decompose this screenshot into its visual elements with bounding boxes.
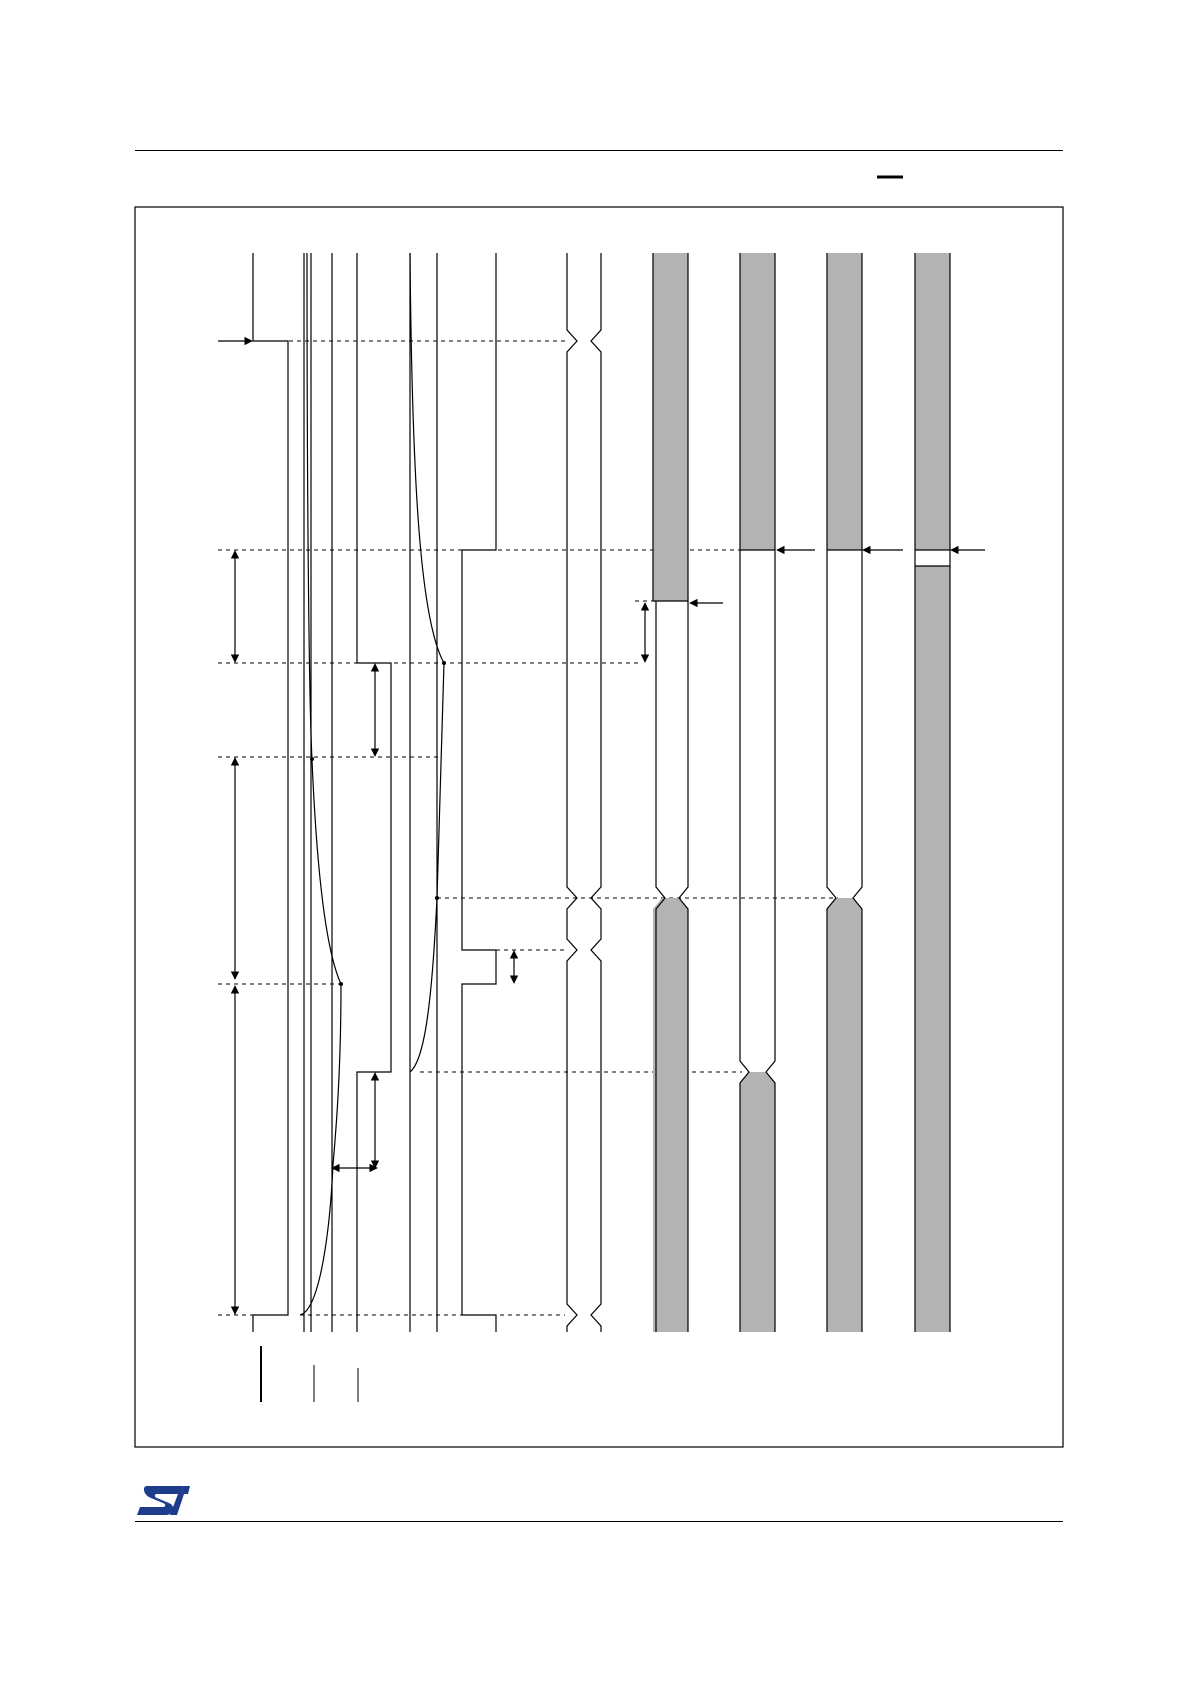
bus-lane-4 xyxy=(915,253,950,1332)
bottom-ticks xyxy=(261,1346,358,1402)
bus-lane-address xyxy=(567,253,601,1332)
bus-lane-3 xyxy=(827,253,862,1332)
curve-points xyxy=(310,661,446,986)
signal-waveforms xyxy=(253,253,496,1332)
bus-lane-2 xyxy=(740,253,775,1332)
bus-lane-1 xyxy=(653,253,688,1332)
st-logo-icon xyxy=(137,1486,190,1515)
